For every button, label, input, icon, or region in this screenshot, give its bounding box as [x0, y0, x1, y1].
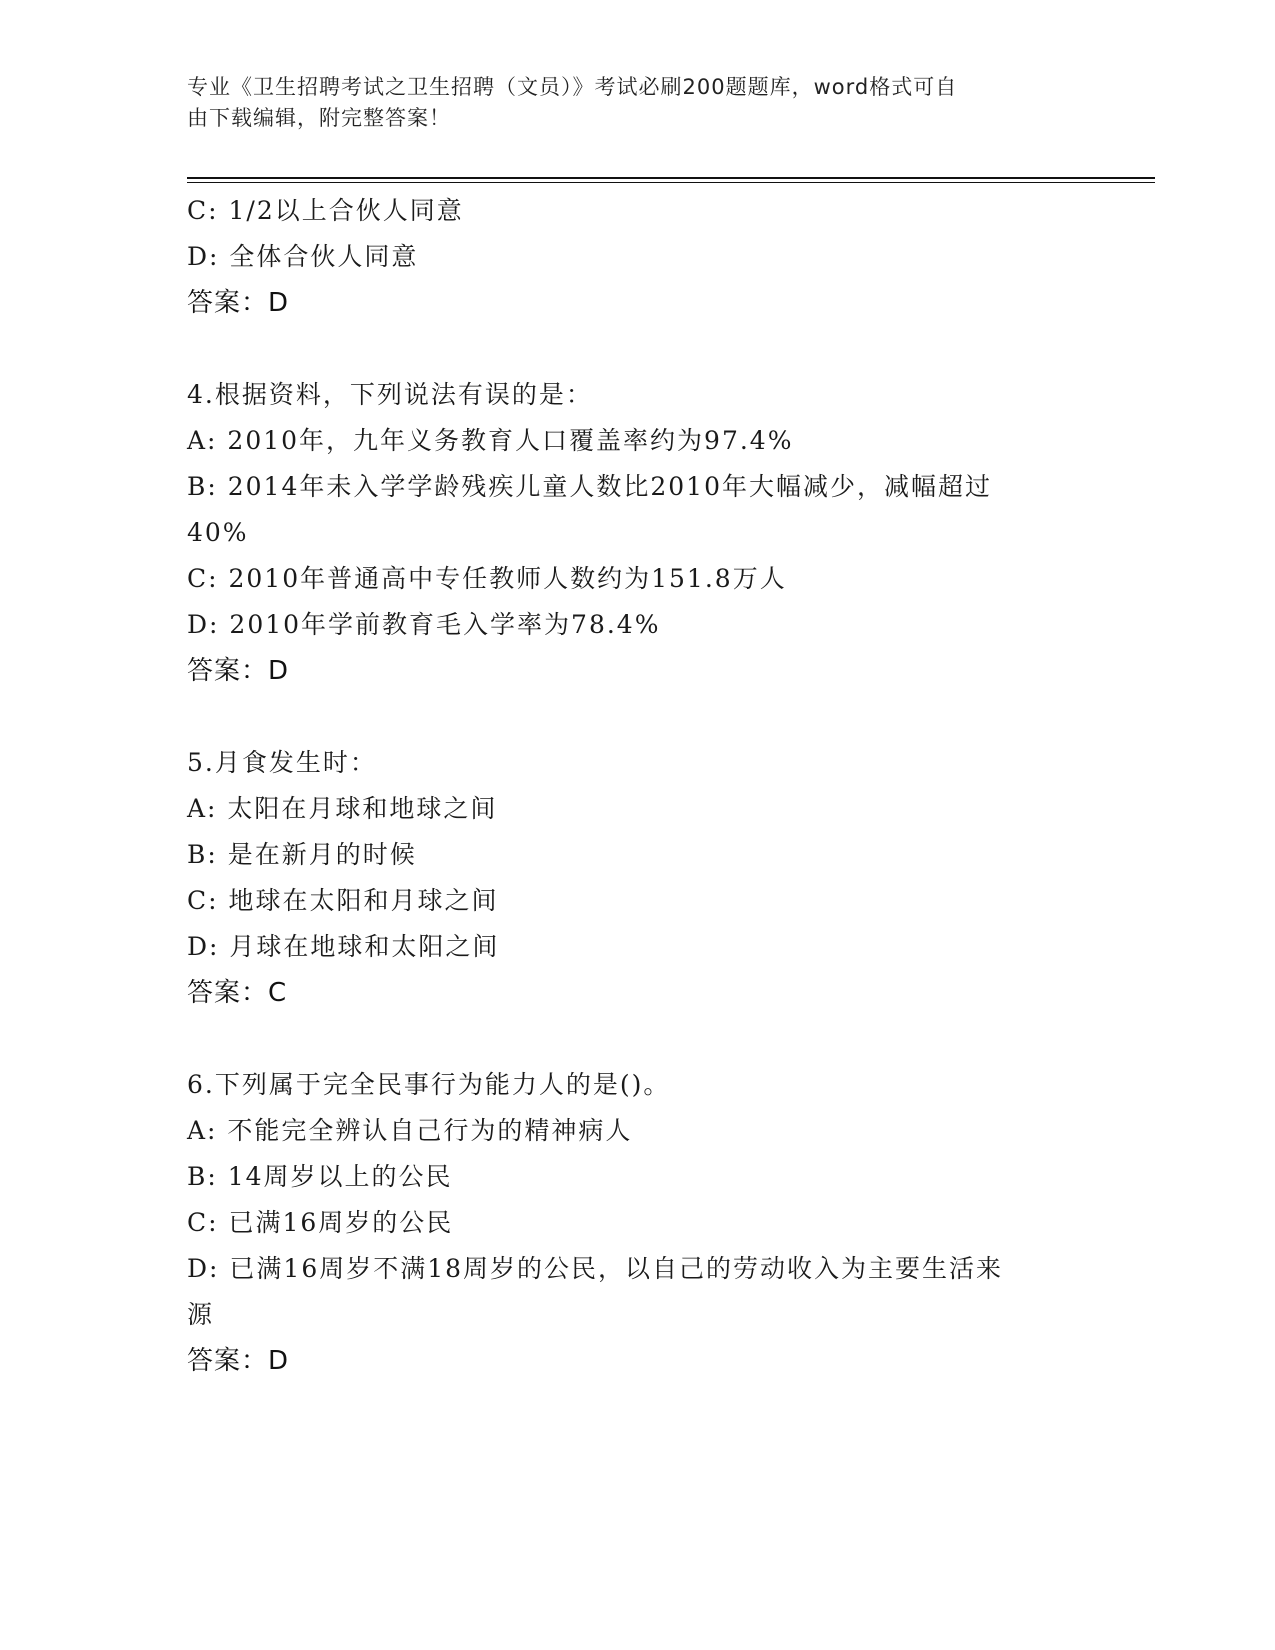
option-d: D: 月球在地球和太阳之间	[187, 932, 500, 961]
option-b: B: 是在新月的时候	[187, 840, 417, 869]
header-line-2: 由下载编辑，附完整答案！	[187, 106, 451, 130]
header-line-1: 专业《卫生招聘考试之卫生招聘（文员）》考试必刷200题题库，word格式可自	[187, 75, 958, 99]
answer-label: 答案：D	[187, 656, 290, 686]
option-a: A: 太阳在月球和地球之间	[187, 794, 498, 823]
question-3-tail	[187, 188, 1087, 326]
document-header	[187, 72, 1067, 134]
option-b: B: 2014年未入学学龄残疾儿童人数比2010年大幅减少，减幅超过	[187, 472, 992, 501]
option-a: A: 不能完全辨认自己行为的精神病人	[187, 1116, 633, 1145]
answer-label: 答案：D	[187, 1346, 290, 1376]
question-stem: 4.根据资料，下列说法有误的是：	[187, 380, 593, 409]
question-6	[187, 1062, 1087, 1384]
answer-label: 答案：C	[187, 978, 288, 1008]
question-5	[187, 740, 1087, 1016]
question-list	[187, 188, 1087, 1384]
option-c: C: 地球在太阳和月球之间	[187, 886, 499, 915]
header-divider-thin	[187, 182, 1155, 183]
answer-label: 答案：D	[187, 288, 290, 318]
question-4	[187, 372, 1087, 694]
option-d: D: 已满16周岁不满18周岁的公民，以自己的劳动收入为主要生活来	[187, 1254, 1004, 1283]
option-a: A: 2010年，九年义务教育人口覆盖率约为97.4%	[187, 426, 794, 455]
spacer	[187, 694, 1087, 740]
option-b-continued: 40%	[187, 518, 249, 547]
spacer	[187, 1016, 1087, 1062]
option-b: B: 14周岁以上的公民	[187, 1162, 453, 1191]
question-stem: 6.下列属于完全民事行为能力人的是()。	[187, 1070, 671, 1099]
option-d: D: 2010年学前教育毛入学率为78.4%	[187, 610, 661, 639]
option-d: D: 全体合伙人同意	[187, 242, 419, 271]
option-c: C: 1/2以上合伙人同意	[187, 196, 464, 225]
option-d-continued: 源	[187, 1300, 215, 1329]
spacer	[187, 326, 1087, 372]
header-divider-thick	[187, 177, 1155, 179]
question-stem: 5.月食发生时：	[187, 748, 377, 777]
option-c: C: 2010年普通高中专任教师人数约为151.8万人	[187, 564, 787, 593]
option-c: C: 已满16周岁的公民	[187, 1208, 454, 1237]
